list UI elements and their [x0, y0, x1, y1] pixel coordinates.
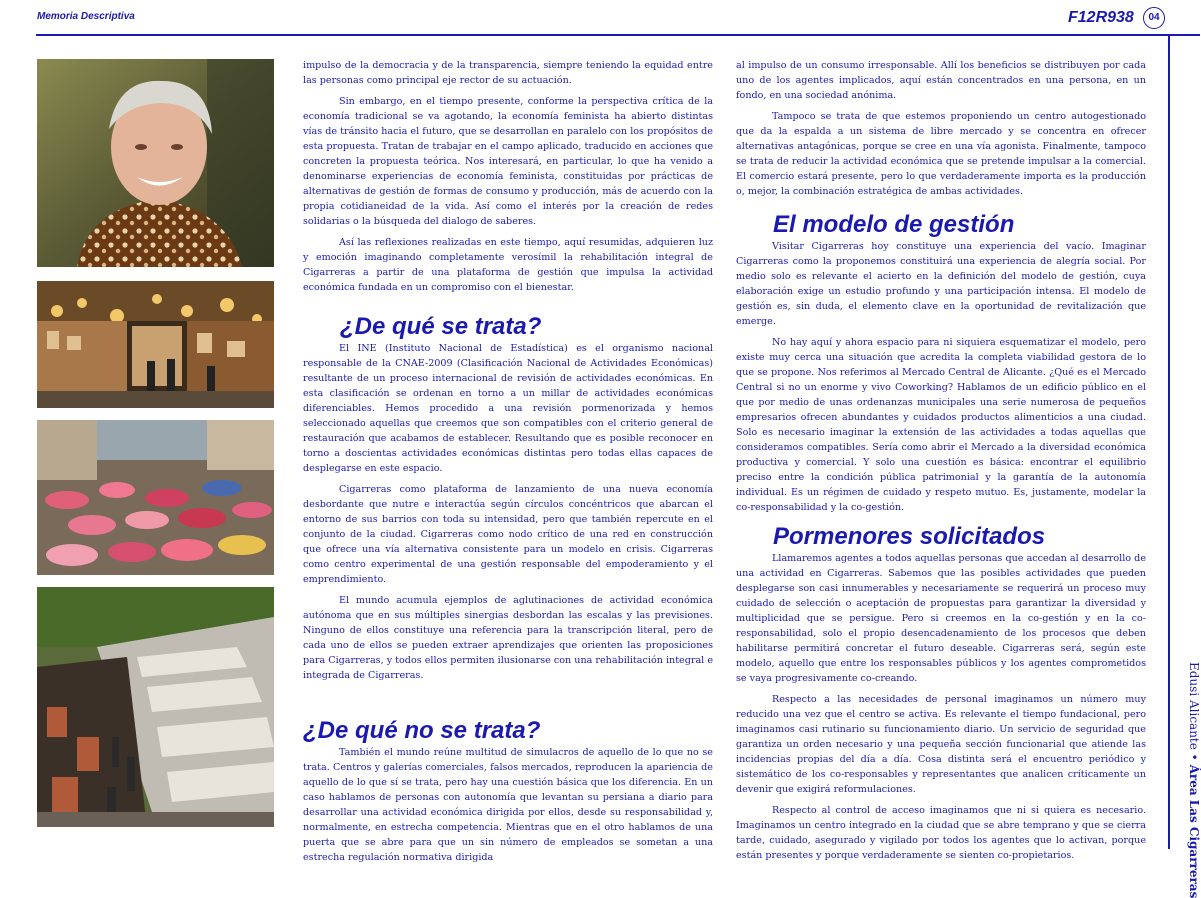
photo-market-interior: [37, 281, 274, 408]
paragraph: impulso de la democracia y de la transparencia, siempre teniendo la equidad entre las personas como principal eje rector de su actuación.: [303, 60, 713, 86]
paragraph: Llamaremos agentes a todos aquellas personas que accedan al desarrollo de una actividad en Cigarreras. Sabemos que las posibles actividades que pueden desplegarse son casi innumerables y necesariamente se requerirá un proceso muy cuidado de selección o aceptación de propuestas para garantizar la diversidad y multiplicidad que se persigue. Pero si creemos en la co-gestión y en la co-responsabilidad, solo el propio desencadenamiento de los procesos que deben habilitarse permitirá concretar el futuro deseable. Cigarreras será, según este modelo, aquello que entre los responsables públicos y los agentes comprometidos se vaya progresivamente co-creando.: [736, 553, 1146, 684]
paragraph: No hay aquí y ahora espacio para ni siquiera esquematizar el modelo, pero existe muy cerca una situación que acredita la completa viabilidad gestora de lo que se propone. Nos referimos al Mercado Central de Alicante. ¿Qué es el Mercado Central si no un enorme y vivo Coworking? Hablamos de un edificio público en el que por medio de unas ordenanzas municipales una serie numerosa de pequeños empresarios ofrecen abundantes y cuidados productos alimenticios a una ciudad. Solo es necesario imaginar la extensión de las actividades a todas aquellas que consideramos compatibles. Sería como abrir el Mercado a la diversidad económica productiva y comercial. Y solo una cuestión es básica: encontrar el equilibrio preciso entre la condición pública patrimonial y la garantía de la autonomía individual. Es un régimen de cuidado y respeto mutuo. Es, justamente, modelar la co-responsabilidad y la co-gestión.: [736, 337, 1146, 513]
text-column-right: [736, 58, 1146, 869]
paragraph: Visitar Cigarreras hoy constituye una experiencia del vacío. Imaginar Cigarreras como la proponemos constituirá una experiencia de alegría social. Por medio solo es relevante el acierto en la definición del modelo de gestión, cuya elaboración exige un estudio profundo y una participación intensa. El modelo de gestión es, sin duda, el elemento clave en la oportunidad de revitalización que emerge.: [736, 241, 1146, 327]
photo-umbrella-street: [37, 420, 274, 575]
section-heading-model: El modelo de gestión: [773, 211, 1015, 238]
section-heading-what-not: ¿De qué no se trata?: [303, 717, 541, 744]
page-header: [0, 0, 1200, 38]
side-caption-b: Área Las Cigarreras: [1187, 764, 1201, 898]
paragraph: Cigarreras como plataforma de lanzamiento de una nueva economía desbordante que nutre e interactúa según círculos concéntricos que abarcan el entorno de sus barrios con toda su intensidad, pero que también repercute en el conjunto de la ciudad. Cigarreras como nodo crítico de una red en construcción que ofrece una vía alternativa consistente para un modelo en crisis. Cigarreras como centro experimental de una gestión responsable del empoderamiento y el emprendimiento.: [303, 484, 713, 585]
paragraph: El INE (Instituto Nacional de Estadística) es el organismo nacional responsable de la CNAE-2009 (Clasificación Nacional de Actividades Económicas) resultante de un proceso internacional de revisión de actividades económicas. En esta clasificación se ordenan en torno a un millar de actividades económicas diferenciables. Hemos procedido a una revisión pormenorizada y hemos seleccionado aquellas que creemos que son compatibles con el criterio general de restauración que acabamos de establecer. Resultando que es posible reconocer en torno a doscientas actividades económicas distintas pero todas ellas capaces de desplegarse en este espacio.: [303, 343, 713, 474]
side-caption-a: Edusi Alicante •: [1187, 662, 1201, 765]
photo-market-aisle: [37, 587, 274, 827]
paragraph: Tampoco se trata de que estemos proponiendo un centro autogestionado que da la espalda a un sistema de libre mercado y se concentra en ofrecer alternativas antagónicas, porque se cree en una vía agonista. Finalmente, tampoco se trata de reducir la actividad económica que se pretende impulsar a la comercial. El comercio estará presente, pero lo que verdaderamente importa es la producción o, mejor, la combinación estratégica de ambas actividades.: [736, 111, 1146, 197]
paragraph: Respecto al control de acceso imaginamos que ni si quiera es necesario. Imaginamos un centro integrado en la ciudad que se abre temprano y que se cierra tarde, cuidado, asegurado y vigilado por todos los agentes que lo activan, porque están presentes y porque verdaderamente se sienten co-propietarios.: [736, 805, 1146, 861]
document-section-label: Memoria Descriptiva: [37, 11, 135, 22]
side-divider: [1168, 34, 1170, 849]
header-divider: [36, 34, 1200, 36]
paragraph: Sin embargo, en el tiempo presente, conforme la perspectiva crítica de la economía tradicional se va agotando, la economía feminista ha abierto distintas vías de tránsito hacia el futuro, que se desarrollan en paralelo con los propósitos de esta propuesta. Tratan de trabajar en el campo aplicado, traducido en acciones que concreten la propuesta teórica. Nos interesará, en particular, lo que ha venido a denominarse experiencias de economía feminista, constituidas por prácticas de alternativas de gestión de formas de consumo y producción, más de acuerdo con la propia cotidianeidad de la vida. Así como el interés por la creación de redes solidarias o la búsqueda del dialogo de saberes.: [303, 96, 713, 227]
page-number-badge: 04: [1143, 7, 1165, 29]
section-heading-details: Pormenores solicitados: [773, 523, 1046, 550]
paragraph: al impulso de un consumo irresponsable. Allí los beneficios se distribuyen por cada uno de los agentes implicados, aquí están concentrados en una persona, en un fondo, en una sociedad anónima.: [736, 60, 1146, 101]
paragraph: El mundo acumula ejemplos de aglutinaciones de actividad económica autónoma que en sus múltiples sinergias desbordan las escalas y las previsiones. Ninguno de ellos constituye una referencia para la transcripción literal, pero de cada uno de ellos se pueden extraer aprendizajes que orienten las proposiciones para Cigarreras, y todos ellos permiten ilusionarse con una rehabilitación integral e integrada de Cigarreras.: [303, 595, 713, 681]
section-heading-what: ¿De qué se trata?: [340, 313, 542, 340]
side-caption: [1171, 662, 1201, 898]
paragraph: Respecto a las necesidades de personal imaginamos un número muy reducido una vez que el centro se activa. Es relevante el tiempo fundacional, pero imaginamos casi rutinario su funcionamiento diario. Un servicio de seguridad que garantiza un orden necesario y una pequeña sección funcionarial que atiende las incidencias propias del día a día. Cosa distinta será el encuentro periódico y sistemático de los co-responsables y representantes que analicen críticamente un devenir que exigirá reformulaciones.: [736, 694, 1146, 795]
photo-portrait: [37, 59, 274, 267]
paragraph: Así las reflexiones realizadas en este tiempo, aquí resumidas, adquieren luz y emoción imaginando completamente verosímil la rehabilitación integral de Cigarreras a partir de una plataforma de gestión que impulsa la actividad económica fundada en un compromiso con el bienestar.: [303, 237, 713, 293]
paragraph: También el mundo reúne multitud de simulacros de aquello de lo que no se trata. Centros y galerías comerciales, falsos mercados, reproducen la apariencia de aquello de lo que sí se trata, pero hay una cuestión básica que los diferencia. En un caso hablamos de personas con autonomía que levantan su persiana a diario para desarrollar una actividad económica dirigida por ellos, desde su responsabilidad y, normalmente, en estrecha competencia. Mientras que en el otro hablamos de una puerta que se abre para que un sin número de empleados se sometan a una estrecha regulación normativa dirigida: [303, 747, 713, 863]
text-column-left: [303, 58, 713, 871]
project-code: F12R938: [1068, 9, 1134, 26]
